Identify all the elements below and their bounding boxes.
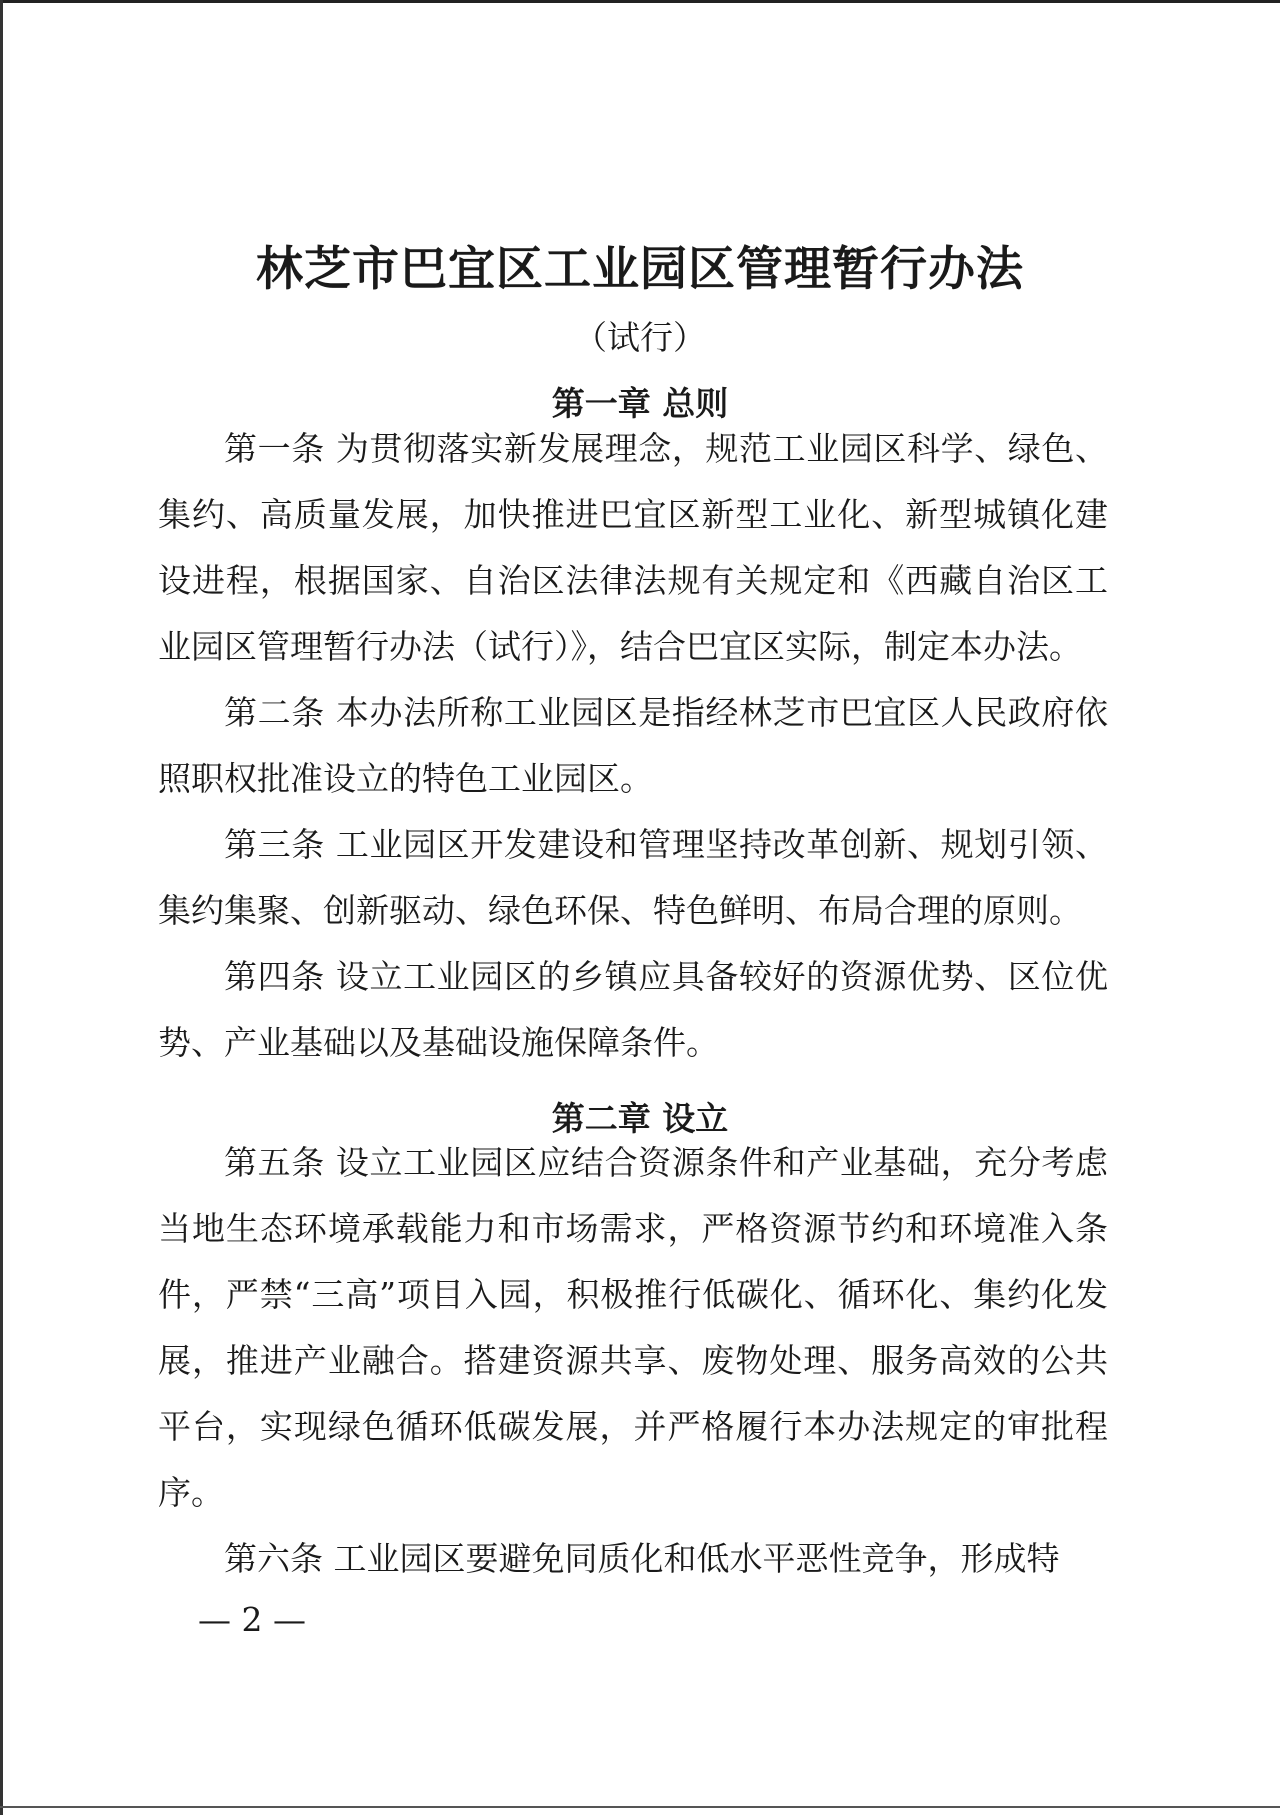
chapter-heading-1: 第一章 总则 — [551, 384, 729, 423]
article-2: 第二条 本办法所称工业园区是指经林芝市巴宜区人民政府依照职权批准设立的特色工业园区。 — [158, 693, 1108, 798]
article-6: 第六条 工业园区要避免同质化和低水平恶性竞争，形成特 — [224, 1539, 1060, 1578]
article-1: 第一条 为贯彻落实新发展理念，规范工业园区科学、绿色、集约、高质量发展，加快推进巴宜区新型工业化、新型城镇化建设进程，根据国家、自治区法律法规有关规定和《西藏自治区工业园区管理暂行办法（试行）》，结合巴宜区实际，制定本办法。 — [158, 429, 1108, 666]
article-4: 第四条 设立工业园区的乡镇应具备较好的资源优势、区位优势、产业基础以及基础设施保障条件。 — [158, 957, 1108, 1062]
page-number: — 2 — — [198, 1600, 306, 1639]
chapter-heading-2: 第二章 设立 — [551, 1099, 729, 1138]
article-3: 第三条 工业园区开发建设和管理坚持改革创新、规划引领、集约集聚、创新驱动、绿色环保、特色鲜明、布局合理的原则。 — [158, 825, 1108, 930]
document-title: 林芝市巴宜区工业园区管理暂行办法 — [256, 242, 1024, 297]
article-5: 第五条 设立工业园区应结合资源条件和产业基础，充分考虑当地生态环境承载能力和市场需求，严格资源节约和环境准入条件，严禁“三高”项目入园，积极推行低碳化、循环化、集约化发展，推进产业融合。搭建资源共享、废物处理、服务高效的公共平台，实现绿色循环低碳发展，并严格履行本办法规定的审批程序。 — [158, 1143, 1108, 1512]
document-subtitle: （试行） — [574, 318, 706, 357]
scan-border-top — [0, 0, 1280, 3]
scan-border-bottom — [0, 1806, 1280, 1808]
